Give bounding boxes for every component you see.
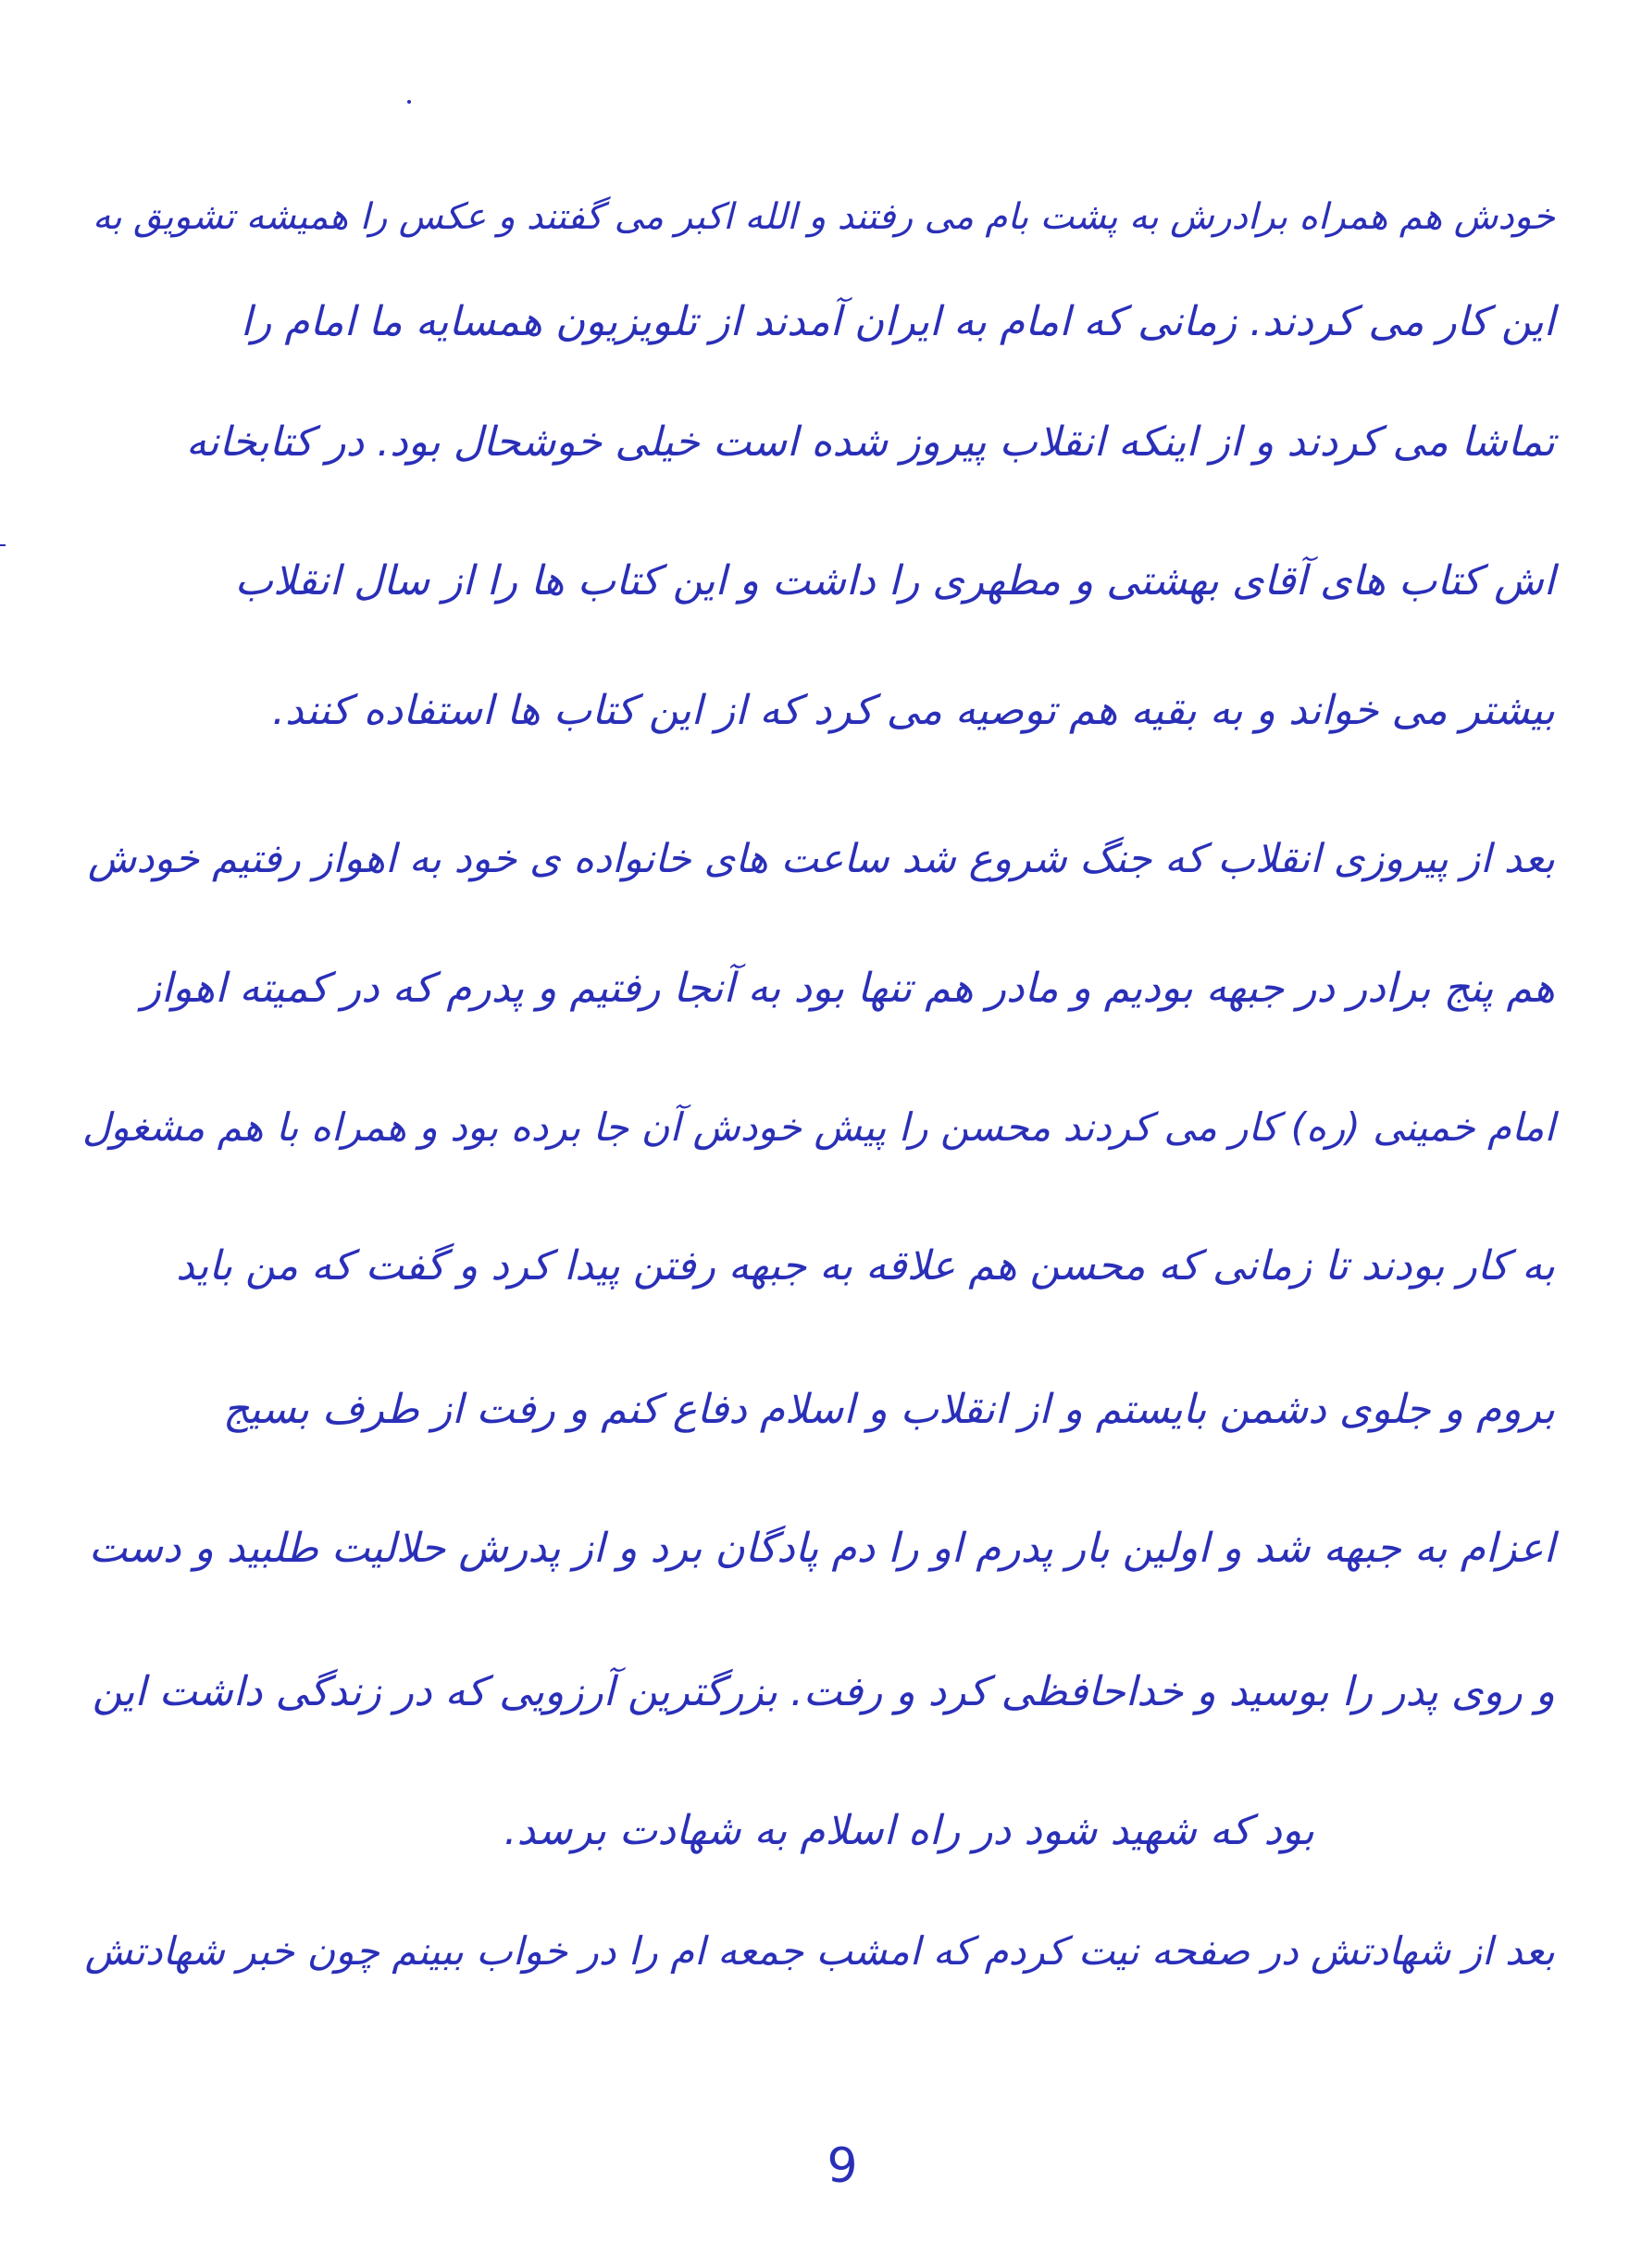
text-line-13: بود که شهید شود در راه اسلام به شهادت برسد.	[504, 1807, 1314, 1854]
text-line-3: تماشا می کردند و از اینکه انقلاب پیروز شده است خیلی خوشحال بود. در کتابخانه	[185, 418, 1555, 466]
text-line-4: اش کتاب های آقای بهشتی و مطهری را داشت و این کتاب ها را از سال انقلاب	[234, 557, 1555, 604]
paper-speck	[407, 100, 411, 104]
text-line-14: بعد از شهادتش در صفحه نیت کردم که امشب جمعه ام را در خواب ببینم چون خبر شهادتش	[84, 1928, 1555, 1974]
page-number: 9	[827, 2138, 858, 2194]
text-line-5: بیشتر می خواند و به بقیه هم توصیه می کرد که از این کتاب ها استفاده کنند.	[272, 687, 1555, 734]
text-line-6: بعد از پیروزی انقلاب که جنگ شروع شد ساعت های خانواده ی خود به اهواز رفتیم خودش	[87, 836, 1555, 882]
text-line-11: اعزام به جبهه شد و اولین بار پدرم او را دم پادگان برد و از پدرش حلالیت طلبید و دست	[88, 1525, 1555, 1572]
margin-mark	[0, 544, 6, 546]
text-line-2: این کار می کردند. زمانی که امام به ایران آمدند از تلویزیون همسایه ما امام را	[240, 298, 1555, 345]
text-line-9: به کار بودند تا زمانی که محسن هم علاقه به جبهه رفتن پیدا کرد و گفت که من باید	[176, 1242, 1555, 1290]
text-line-12: و روی پدر را بوسید و خداحافظی کرد و رفت. بزرگترین آرزویی که در زندگی داشت این	[92, 1668, 1555, 1715]
text-line-8: امام خمینی (ره) کار می کردند محسن را پیش خودش آن جا برده بود و همراه با هم مشغول	[81, 1104, 1555, 1150]
text-line-10: بروم و جلوی دشمن بایستم و از انقلاب و اسلام دفاع کنم و رفت از طرف بسیج	[222, 1386, 1555, 1433]
text-line-1: خودش هم همراه برادرش به پشت بام می رفتند و الله اکبر می گفتند و عکس را همیشه تشویق به	[93, 196, 1555, 238]
text-line-7: هم پنج برادر در جبهه بودیم و مادر هم تنها بود به آنجا رفتیم و پدرم که در کمیته اهواز	[141, 965, 1555, 1012]
